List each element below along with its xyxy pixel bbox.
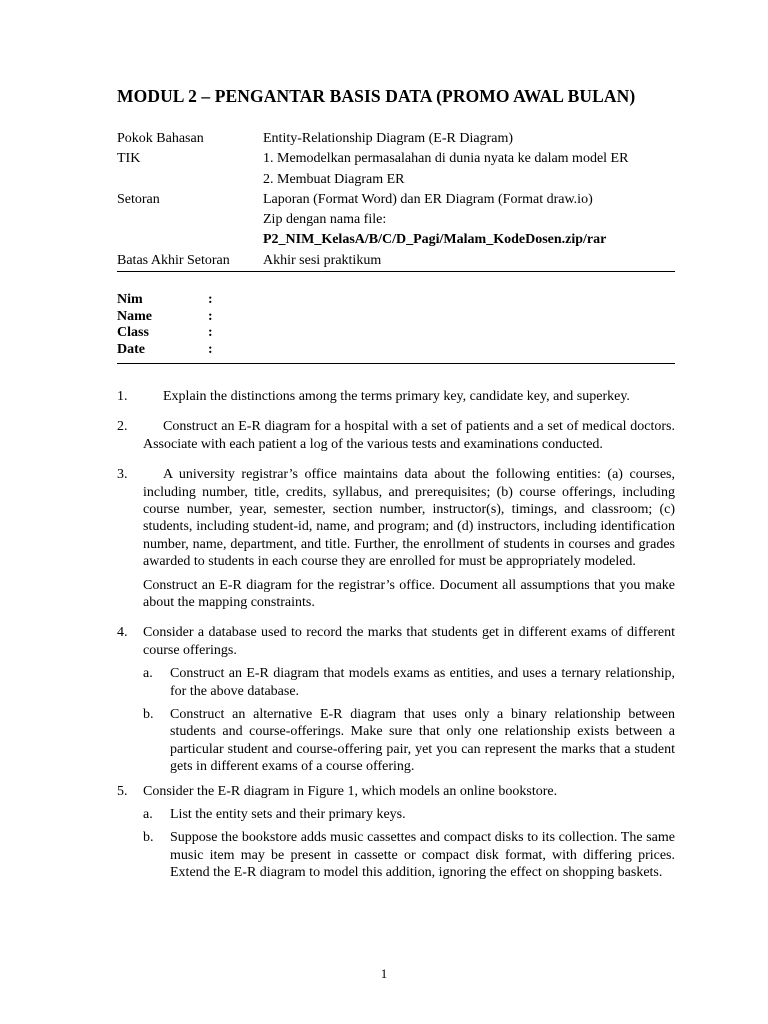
question-body	[143, 783, 675, 882]
question-5	[117, 783, 675, 882]
question-number: 2.	[117, 419, 128, 435]
question-body	[143, 418, 675, 459]
info-table	[117, 129, 675, 271]
sub-question-5a	[143, 806, 675, 823]
tik-item-1: 1. Memodelkan permasalahan di dunia nyata ke dalam model ER	[263, 151, 629, 167]
date-label: Date	[117, 342, 145, 358]
page-title: MODUL 2 – PENGANTAR BASIS DATA (PROMO AWAL BULAN)	[117, 86, 636, 106]
question-2	[117, 418, 675, 459]
question-number: 3.	[117, 467, 128, 483]
student-row-name	[117, 309, 675, 326]
question-number: 1.	[117, 388, 128, 404]
tik-label: TIK	[117, 151, 141, 167]
question-body	[143, 466, 675, 617]
question-number: 5.	[117, 783, 128, 799]
date-colon: :	[208, 342, 213, 358]
student-row-nim	[117, 292, 675, 309]
sub-letter: b.	[143, 830, 154, 846]
sub-letter: a.	[143, 666, 153, 682]
sub-text: Construct an E-R diagram that models exams as entities, and uses a ternary relationship, for the above database.	[170, 666, 675, 699]
setoran-line-2: Zip dengan nama file:	[263, 212, 387, 228]
question-body	[143, 388, 675, 411]
question-text: Consider the E-R diagram in Figure 1, which models an online bookstore.	[143, 783, 558, 799]
info-row-batas	[117, 251, 675, 271]
setoran-line-1: Laporan (Format Word) dan ER Diagram (Format draw.io)	[263, 191, 593, 207]
setoran-label: Setoran	[117, 191, 160, 207]
tik-values	[263, 149, 675, 190]
info-row-pokok	[117, 129, 675, 149]
question-1	[117, 388, 675, 411]
class-label: Class	[117, 325, 149, 341]
pokok-label: Pokok Bahasan	[117, 131, 204, 146]
question-list	[117, 388, 675, 882]
sub-question-5b	[143, 829, 675, 881]
question-text-continued: Construct an E-R diagram for the registrar’s office. Document all assumptions that you make about the mapping constraints.	[143, 577, 675, 610]
name-colon: :	[208, 308, 213, 324]
sub-question-4a	[143, 665, 675, 700]
student-info	[117, 272, 675, 363]
name-label: Name	[117, 308, 152, 324]
document-page	[117, 86, 675, 889]
batas-label: Batas Akhir Setoran	[117, 252, 230, 268]
batas-value: Akhir sesi praktikum	[263, 252, 382, 268]
question-4	[117, 624, 675, 775]
sub-text: Suppose the bookstore adds music cassettes and compact disks to its collection. The same music item may be present in cassette or compact disk format, with differing prices. Extend the E-R diagram to model this addition, ignoring the effect on shopping baskets.	[170, 830, 675, 881]
info-row-setoran	[117, 190, 675, 251]
nim-colon: :	[208, 292, 213, 308]
class-colon: :	[208, 325, 213, 341]
question-number: 4.	[117, 625, 128, 641]
setoran-zip-name: P2_NIM_KelasA/B/C/D_Pagi/Malam_KodeDosen.zip/rar	[263, 232, 607, 248]
pokok-value: Entity-Relationship Diagram (E-R Diagram)	[263, 131, 513, 146]
student-row-class	[117, 325, 675, 342]
info-row-tik	[117, 149, 675, 190]
page-number: 1	[380, 966, 388, 981]
sub-text: List the entity sets and their primary keys.	[170, 807, 406, 823]
sub-question-4b	[143, 706, 675, 776]
sub-text: Construct an alternative E-R diagram that uses only a binary relationship between students and course-offerings. Make sure that only one relationship exists between a particular student and course-offering pair, yet you can represent the marks that a student gets in different exams of a course offering.	[170, 706, 675, 775]
sub-letter: a.	[143, 807, 153, 823]
question-text: A university registrar’s office maintains data about the following entities: (a) courses, including number, title, credits, syllabus, and prerequisites; (b) course offerings, including course number, year, semester, section number, instructor(s), timings, and classroom; (c) students, including student-id, name, and program; and (d) instructors, including identification number, name, department, and title. Further, the enrollment of students in courses and grades awarded to students in each course they are enrolled for must be appropriately modeled.	[143, 467, 675, 570]
sub-letter: b.	[143, 706, 154, 722]
question-text: Explain the distinctions among the terms primary key, candidate key, and superkey.	[163, 388, 630, 404]
question-3	[117, 466, 675, 617]
question-text: Consider a database used to record the marks that students get in different exams of different course offerings.	[143, 625, 675, 658]
tik-item-2: 2. Membuat Diagram ER	[263, 171, 405, 187]
divider-bottom	[117, 363, 675, 364]
setoran-values	[263, 190, 675, 251]
question-text: Construct an E-R diagram for a hospital with a set of patients and a set of medical doctors. Associate with each patient a log of the various tests and examinations conducted.	[143, 419, 675, 452]
nim-label: Nim	[117, 292, 143, 308]
student-row-date	[117, 342, 675, 359]
question-body	[143, 624, 675, 775]
